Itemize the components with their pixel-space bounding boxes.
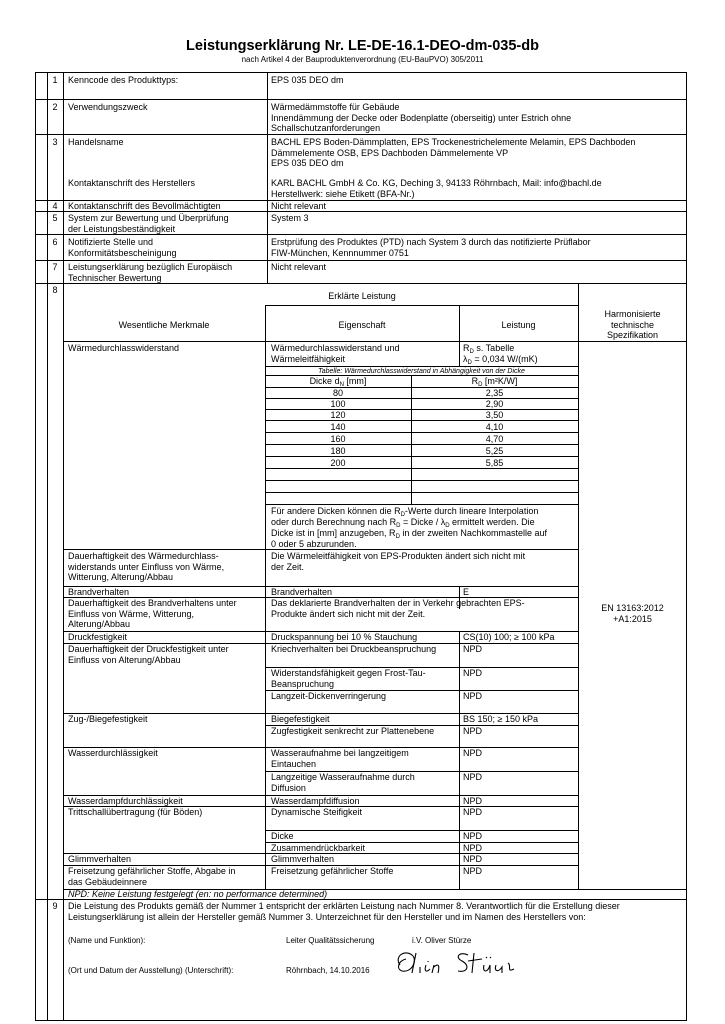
row-divider	[265, 830, 578, 831]
fire-label: Brandverhalten	[68, 587, 130, 597]
dynamic-stiffness-property: Dynamische Steifigkeit	[271, 807, 363, 817]
water-diffusion-value: NPD	[463, 772, 483, 782]
thickness-reduction-value: NPD	[463, 691, 483, 701]
npd-note: NPD: Keine Leistung festgelegt (en: no performance determined)	[68, 889, 328, 899]
row-divider	[35, 134, 687, 135]
manufacturer-contact-label: Kontaktanschrift des Herstellers	[68, 178, 196, 188]
product-code-label: Kenncode des Produkttyps:	[68, 75, 179, 85]
thermal-resistance-value: $R_D$ s. Tabelle	[463, 343, 515, 355]
vapour-value: NPD	[463, 796, 483, 806]
dangerous-substances-property: Freisetzung gefährlicher Stoffe	[271, 866, 394, 876]
thickness-value: NPD	[463, 831, 483, 841]
rd-cell: 2,90	[485, 399, 504, 409]
row-divider	[35, 234, 687, 235]
assessment-system-value: System 3	[271, 213, 309, 223]
manufacturer-contact-value: KARL BACHL GmbH & Co. KG, Deching 3, 94133 Röhrnbach, Mail: info@bachl.de Herstellwerk: siehe Etikett (BFA-Nr.)	[271, 178, 602, 199]
rd-cell: 4,70	[485, 434, 504, 444]
intended-use-value: Wärmedämmstoffe für Gebäude Innendämmung der Decke oder Bodenplatte (oberseitig) unter Estrich ohne Schallschutzanforderungen	[271, 102, 572, 133]
durability-thermal-label: Dauerhaftigkeit des Wärmedurchlass- widerstands unter Einfluss von Wärme, Witterung, Alterung/Abbau	[68, 551, 225, 582]
intended-use-label: Verwendungszweck	[68, 102, 148, 112]
compressibility-value: NPD	[463, 843, 483, 853]
smouldering-property: Glimmverhalten	[271, 854, 335, 864]
fire-property: Brandverhalten	[271, 587, 333, 597]
interpolation-note-line: oder durch Berechnung nach $R_D$ = Dicke / $\lambda_D$ ermittelt werden. Die	[271, 517, 535, 529]
interpolation-note-line: 0 oder 5 abzurunden.	[271, 539, 357, 549]
row-number: 7	[52, 262, 58, 272]
creep-value: NPD	[463, 644, 483, 654]
row-number: 8	[52, 285, 58, 295]
table-line	[265, 480, 578, 481]
thickness-property: Dicke	[271, 831, 294, 841]
row-divider	[35, 99, 687, 100]
thickness-reduction-property: Langzeit-Dickenverringerung	[271, 691, 387, 701]
table-line	[265, 504, 578, 505]
bending-property: Biegefestigkeit	[271, 714, 330, 724]
leistung-column-divider	[459, 865, 460, 889]
label-column-divider	[63, 72, 64, 1021]
rd-cell: 4,10	[485, 422, 504, 432]
table-line	[265, 492, 578, 493]
water-permeability-label: Wasserdurchlässigkeit	[68, 748, 158, 758]
page-title: Leistungserklärung Nr. LE-DE-16.1-DEO-dm-035-db	[186, 38, 539, 54]
spez-column-divider	[578, 283, 579, 889]
trade-name-label: Handelsname	[68, 137, 124, 147]
leistung-column-divider	[459, 631, 460, 865]
row-number: 9	[52, 901, 58, 911]
col-header-eigenschaft: Eigenschaft	[338, 320, 386, 330]
declaration-statement: Die Leistung des Produkts gemäß der Nummer 1 entspricht der erklärten Leistung nach Nummer 8. Verantwortlich für die Erstellung dieser Leistungserklärung ist allein der Hersteller gemäß Nummer 3. Unterzeichnet für den Hersteller und im Namen des Herstellers von:	[68, 901, 620, 922]
rd-cell: 5,25	[485, 446, 504, 456]
creep-property: Kriechverhalten bei Druckbeanspruchung	[271, 644, 437, 654]
row-number: 6	[52, 237, 58, 247]
rd-cell: 3,50	[485, 410, 504, 420]
smouldering-label: Glimmverhalten	[68, 854, 132, 864]
harmonised-spec-value: EN 13163:2012 +A1:2015	[601, 603, 664, 624]
durability-fire-property: Das deklarierte Brandverhalten der in Verkehr gebrachten EPS- Produkte ändert sich nicht mit der Zeit.	[271, 598, 525, 619]
bending-value: BS 150; ≥ 150 kPa	[463, 714, 538, 724]
row-number: 2	[52, 102, 58, 112]
durability-thermal-property: Die Wärmeleitfähigkeit von EPS-Produkten ändert sich nicht mit der Zeit.	[271, 551, 526, 572]
thickness-cell: 160	[330, 434, 346, 444]
col-header-leistung: Leistung	[501, 320, 536, 330]
freeze-thaw-property: Widerstandsfähigkeit gegen Frost-Tau- Beanspruchung	[271, 668, 426, 689]
smouldering-value: NPD	[463, 854, 483, 864]
col-header-merkmale: Wesentliche Merkmale	[118, 320, 210, 330]
header-line	[63, 341, 687, 342]
thermal-resistance-label: Wärmedurchlasswiderstand	[68, 343, 180, 353]
compressive-label: Druckfestigkeit	[68, 632, 128, 642]
row-divider	[35, 260, 687, 261]
place-date-label: (Ort und Datum der Ausstellung) (Unterschrift):	[68, 966, 234, 975]
trade-name-value: BACHL EPS Boden-Dämmplatten, EPS Trockenestrichelemente Melamin, EPS Dachboden Dämmelemente OSB, EPS Dachboden Dämmelemente VP EPS 035 DEO dm	[271, 137, 636, 168]
compressive-value: CS(10) 100; ≥ 100 kPa	[463, 632, 555, 642]
dangerous-substances-label: Freisetzung gefährlicher Stoffe, Abgabe in das Gebäudeinnere	[68, 866, 236, 887]
rd-cell: 2,35	[485, 388, 504, 398]
thickness-cell: 180	[330, 446, 346, 456]
eta-value: Nicht relevant	[271, 262, 327, 272]
eta-label: Leistungserklärung bezüglich Europäisch Technischer Bewertung	[68, 262, 233, 283]
vapour-label: Wasserdampfdurchlässigkeit	[68, 796, 183, 806]
vapour-property: Wasserdampfdiffusion	[271, 796, 360, 806]
handwritten-signature	[390, 943, 550, 983]
notified-body-value: Erstprüfung des Produktes (PTD) nach System 3 durch das notifizierte Prüflabor FIW-München, Kennnummer 0751	[271, 237, 591, 258]
name-function-label: (Name und Funktion):	[68, 936, 146, 945]
thickness-cell: 100	[330, 399, 346, 409]
signatory-name: i.V. Oliver Stürze	[412, 936, 472, 945]
notified-body-label: Notifizierte Stelle und Konformitätsbescheinigung	[68, 237, 177, 258]
thickness-cell: 80	[332, 388, 343, 398]
rd-cell: 5,85	[485, 458, 504, 468]
place-date-value: Röhrnbach, 14.10.2016	[286, 966, 370, 975]
declared-performance-heading: Erklärte Leistung	[328, 291, 396, 301]
col-header-spezifikation: Harmonisierte technische Spezifikation	[604, 309, 661, 340]
durability-fire-label: Dauerhaftigkeit des Brandverhaltens unter Einfluss von Wärme, Witterung, Alterung/Abbau	[68, 598, 237, 629]
dangerous-substances-value: NPD	[463, 866, 483, 876]
row-number: 4	[52, 201, 58, 211]
thickness-table-caption: Tabelle: Wärmedurchlasswiderstand in Abhängigkeit von der Dicke	[318, 368, 525, 375]
thickness-header: Dicke $d_N$ [mm]	[309, 376, 367, 388]
tensile-label: Zug-/Biegefestigkeit	[68, 714, 148, 724]
thickness-cell: 120	[330, 410, 346, 420]
row-divider	[35, 283, 687, 284]
leistung-column-divider	[459, 341, 460, 366]
durability-compressive-label: Dauerhaftigkeit der Druckfestigkeit unter Einfluss von Alterung/Abbau	[68, 644, 229, 665]
compressive-property: Druckspannung bei 10 % Stauchung	[271, 632, 418, 642]
freeze-thaw-value: NPD	[463, 668, 483, 678]
interpolation-note-line: Dicke ist in [mm] anzugeben, $R_D$ in der zweiten Nachkommastelle auf	[271, 528, 547, 540]
interpolation-note-line: Für andere Dicken können die $R_D$-Werte durch lineare Interpolation	[271, 506, 539, 518]
water-diffusion-property: Langzeitige Wasseraufnahme durch Diffusion	[271, 772, 415, 793]
thickness-cell: 200	[330, 458, 346, 468]
tensile-perp-value: NPD	[463, 726, 483, 736]
signatory-role: Leiter Qualitätssicherung	[286, 936, 375, 945]
water-immersion-property: Wasseraufnahme bei langzeitigem Eintauchen	[271, 748, 409, 769]
authorised-rep-label: Kontaktanschrift des Bevollmächtigten	[68, 201, 221, 211]
fire-value: E	[463, 587, 470, 597]
tensile-perp-property: Zugfestigkeit senkrecht zur Plattenebene	[271, 726, 435, 736]
row-number: 1	[52, 75, 58, 85]
compressibility-property: Zusammendrückbarkeit	[271, 843, 366, 853]
rd-header: $R_D$ [m²K/W]	[471, 376, 518, 388]
thermal-resistance-property: Wärmedurchlasswiderstand und Wärmeleitfähigkeit	[271, 343, 400, 364]
page-subtitle: nach Artikel 4 der Bauproduktenverordnung (EU-BauPVO) 305/2011	[241, 55, 484, 64]
authorised-rep-value: Nicht relevant	[271, 201, 327, 211]
declared-heading-line	[265, 305, 578, 306]
thermal-conductivity-value: $\lambda_D = 0,034$ W/(mK)	[463, 354, 538, 366]
row-number: 5	[52, 213, 58, 223]
product-code-value: EPS 035 DEO dm	[271, 75, 344, 85]
impact-sound-label: Trittschallübertragung (für Böden)	[68, 807, 203, 817]
value-column-divider	[267, 72, 268, 283]
dynamic-stiffness-value: NPD	[463, 807, 483, 817]
row-number: 3	[52, 137, 58, 147]
water-immersion-value: NPD	[463, 748, 483, 758]
thickness-cell: 140	[330, 422, 346, 432]
assessment-system-label: System zur Bewertung und Überprüfung der Leistungsbeständigkeit	[68, 213, 229, 234]
